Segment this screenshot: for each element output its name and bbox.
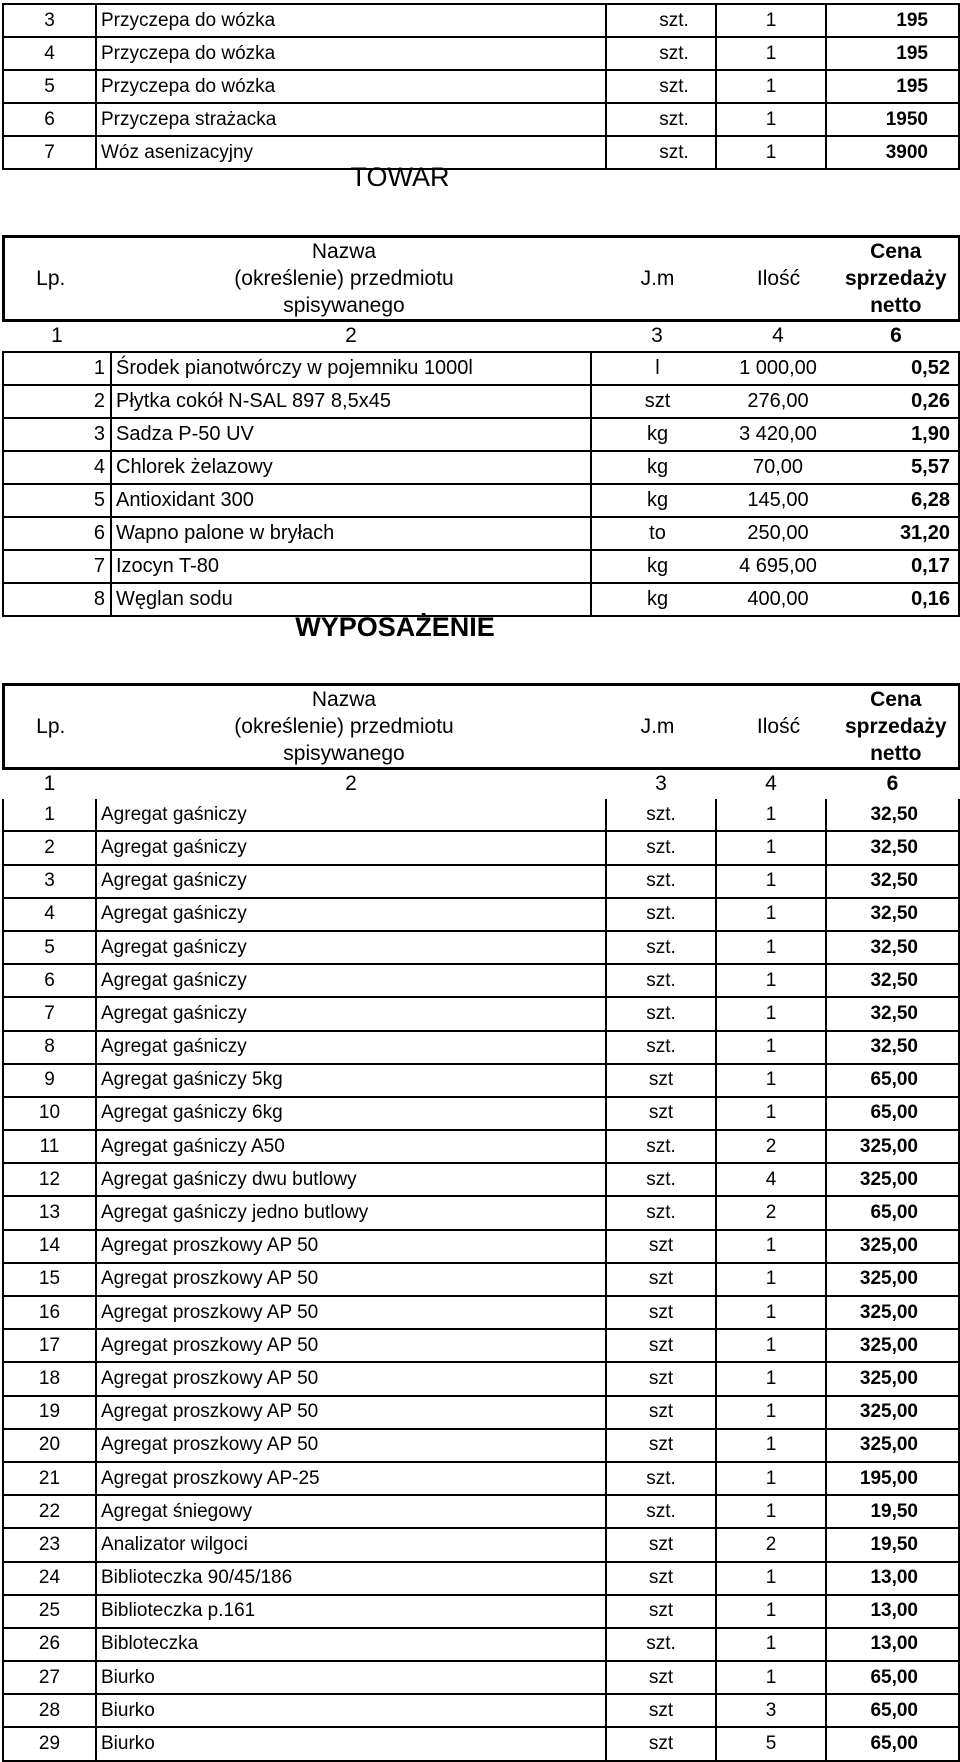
row-unit: szt	[606, 1429, 716, 1462]
row-price: 325,00	[826, 1263, 959, 1296]
table-row	[3, 1064, 959, 1097]
row-lp: 2	[3, 385, 111, 418]
row-unit: szt.	[606, 831, 716, 864]
row-name: Analizator wilgoci	[96, 1528, 606, 1561]
row-quantity: 1	[716, 103, 826, 136]
row-unit: szt.	[606, 1495, 716, 1528]
row-quantity: 1	[716, 1429, 826, 1462]
row-price: 65,00	[826, 1727, 959, 1760]
row-quantity: 4	[716, 1163, 826, 1196]
row-quantity: 1	[716, 1628, 826, 1661]
row-unit: szt.	[606, 1462, 716, 1495]
row-quantity: 400,00	[723, 583, 833, 616]
row-lp: 5	[3, 70, 96, 103]
row-name: Agregat gaśniczy	[96, 931, 606, 964]
row-name: Agregat proszkowy AP 50	[96, 1362, 606, 1395]
row-name: Agregat proszkowy AP 50	[96, 1263, 606, 1296]
table-row	[3, 1661, 959, 1694]
table-row	[3, 1329, 959, 1362]
table-row	[3, 799, 959, 831]
header-lp: Lp.	[36, 267, 66, 290]
row-lp: 8	[3, 1031, 96, 1064]
header-name: Nazwa (określenie) przedmiotu spisywanego	[234, 688, 454, 765]
table-row	[3, 451, 959, 484]
row-quantity: 145,00	[723, 484, 833, 517]
row-lp: 4	[3, 451, 111, 484]
row-quantity: 1	[716, 1097, 826, 1130]
table-row	[3, 70, 959, 103]
table-row	[3, 1362, 959, 1395]
header-price: Cena sprzedaży netto	[844, 240, 947, 317]
row-name: Agregat gaśniczy jedno butlowy	[96, 1196, 606, 1229]
top-items-table	[2, 3, 960, 170]
row-unit: szt	[606, 1329, 716, 1362]
row-lp: 4	[3, 898, 96, 931]
row-price: 6,28	[833, 484, 959, 517]
row-price: 1,90	[833, 418, 959, 451]
row-lp: 23	[3, 1528, 96, 1561]
table-row	[3, 931, 959, 964]
row-name: Bibloteczka	[96, 1628, 606, 1661]
row-unit: kg	[591, 550, 723, 583]
row-price: 325,00	[826, 1362, 959, 1395]
row-unit: szt.	[606, 103, 716, 136]
table-row	[3, 4, 959, 37]
row-lp: 6	[3, 103, 96, 136]
row-quantity: 2	[716, 1130, 826, 1163]
section-title-towar: TOWAR	[350, 162, 450, 192]
row-quantity: 1	[716, 1263, 826, 1296]
row-lp: 3	[3, 4, 96, 37]
row-unit: l	[591, 352, 723, 385]
row-quantity: 5	[716, 1727, 826, 1760]
row-unit: kg	[591, 451, 723, 484]
header-jm: J.m	[640, 267, 675, 290]
row-name: Przyczepa strażacka	[96, 103, 606, 136]
row-unit: szt.	[606, 1130, 716, 1163]
row-quantity: 1	[716, 136, 826, 169]
header-qty: Ilość	[756, 267, 801, 290]
header-lp: Lp.	[36, 715, 66, 738]
row-price: 195	[826, 70, 959, 103]
row-quantity: 1	[716, 1462, 826, 1495]
row-unit: szt	[606, 1230, 716, 1263]
row-quantity: 1	[716, 1595, 826, 1628]
row-name: Agregat proszkowy AP 50	[96, 1429, 606, 1462]
section-title-wyposazenie: WYPOSAŻENIE	[295, 612, 495, 642]
table-row	[3, 1694, 959, 1727]
row-quantity: 1	[716, 1396, 826, 1429]
row-unit: szt	[606, 1661, 716, 1694]
row-quantity: 1	[716, 898, 826, 931]
row-unit: szt	[606, 1694, 716, 1727]
row-lp: 15	[3, 1263, 96, 1296]
row-price: 195	[826, 4, 959, 37]
row-name: Chlorek żelazowy	[111, 451, 591, 484]
row-price: 325,00	[826, 1230, 959, 1263]
row-quantity: 1	[716, 831, 826, 864]
header-qty: Ilość	[756, 715, 801, 738]
row-name: Wapno palone w bryłach	[111, 517, 591, 550]
row-name: Agregat proszkowy AP 50	[96, 1296, 606, 1329]
row-price: 32,50	[826, 831, 959, 864]
row-unit: szt	[606, 1528, 716, 1561]
row-lp: 5	[3, 484, 111, 517]
row-name: Wóz asenizacyjny	[96, 136, 606, 169]
table-row	[3, 484, 959, 517]
row-price: 0,16	[833, 583, 959, 616]
row-price: 325,00	[826, 1163, 959, 1196]
header-name: Nazwa (określenie) przedmiotu spisywanego	[234, 240, 454, 317]
row-unit: szt.	[606, 4, 716, 37]
row-lp: 25	[3, 1595, 96, 1628]
row-quantity: 1	[716, 997, 826, 1030]
row-lp: 13	[3, 1196, 96, 1229]
table-row	[3, 1528, 959, 1561]
row-unit: szt	[606, 1263, 716, 1296]
table-row	[3, 136, 959, 169]
row-quantity: 1	[716, 1031, 826, 1064]
row-name: Biurko	[96, 1661, 606, 1694]
row-price: 13,00	[826, 1595, 959, 1628]
row-unit: kg	[591, 583, 723, 616]
row-unit: szt.	[606, 964, 716, 997]
row-unit: szt	[606, 1097, 716, 1130]
row-name: Agregat gaśniczy A50	[96, 1130, 606, 1163]
row-name: Biurko	[96, 1727, 606, 1760]
row-unit: szt	[606, 1727, 716, 1760]
row-price: 13,00	[826, 1628, 959, 1661]
row-quantity: 1	[716, 1661, 826, 1694]
row-lp: 10	[3, 1097, 96, 1130]
row-name: Przyczepa do wózka	[96, 70, 606, 103]
row-unit: szt	[606, 1562, 716, 1595]
table-row	[3, 1163, 959, 1196]
row-unit: szt.	[606, 37, 716, 70]
row-price: 65,00	[826, 1064, 959, 1097]
row-price: 0,52	[833, 352, 959, 385]
row-name: Środek pianotwórczy w pojemniku 1000l	[111, 352, 591, 385]
row-name: Agregat proszkowy AP 50	[96, 1230, 606, 1263]
row-lp: 3	[3, 865, 96, 898]
row-name: Przyczepa do wózka	[96, 37, 606, 70]
row-price: 325,00	[826, 1429, 959, 1462]
table-row	[3, 1097, 959, 1130]
row-price: 325,00	[826, 1329, 959, 1362]
row-price: 65,00	[826, 1694, 959, 1727]
row-name: Węglan sodu	[111, 583, 591, 616]
row-lp: 1	[3, 799, 96, 831]
table-row	[3, 1196, 959, 1229]
row-price: 32,50	[826, 898, 959, 931]
table-row	[3, 964, 959, 997]
row-lp: 7	[3, 136, 96, 169]
row-unit: szt	[606, 1296, 716, 1329]
table-row	[3, 550, 959, 583]
row-lp: 20	[3, 1429, 96, 1462]
table-row	[3, 865, 959, 898]
row-quantity: 1	[716, 964, 826, 997]
table-row	[3, 37, 959, 70]
row-name: Agregat gaśniczy	[96, 799, 606, 831]
row-name: Izocyn T-80	[111, 550, 591, 583]
row-name: Przyczepa do wózka	[96, 4, 606, 37]
towar-header	[2, 235, 960, 322]
row-quantity: 1	[716, 1230, 826, 1263]
row-name: Agregat gaśniczy	[96, 1031, 606, 1064]
row-quantity: 1	[716, 4, 826, 37]
table-row	[3, 103, 959, 136]
column-number-row: 1 2 3 4 6	[43, 771, 899, 795]
table-row	[3, 1595, 959, 1628]
table-row	[3, 1628, 959, 1661]
row-quantity: 250,00	[723, 517, 833, 550]
row-lp: 27	[3, 1661, 96, 1694]
wyposazenie-header	[2, 683, 960, 770]
row-lp: 26	[3, 1628, 96, 1661]
row-unit: szt.	[606, 997, 716, 1030]
table-row	[3, 1495, 959, 1528]
row-lp: 3	[3, 418, 111, 451]
row-unit: szt.	[606, 799, 716, 831]
row-quantity: 3 420,00	[723, 418, 833, 451]
row-unit: szt	[606, 1362, 716, 1395]
row-name: Agregat gaśniczy	[96, 997, 606, 1030]
row-price: 31,20	[833, 517, 959, 550]
row-price: 1950	[826, 103, 959, 136]
row-price: 325,00	[826, 1396, 959, 1429]
row-price: 195,00	[826, 1462, 959, 1495]
row-price: 19,50	[826, 1528, 959, 1561]
table-row	[3, 1462, 959, 1495]
row-lp: 16	[3, 1296, 96, 1329]
row-price: 19,50	[826, 1495, 959, 1528]
table-row	[3, 1296, 959, 1329]
row-lp: 22	[3, 1495, 96, 1528]
table-row	[3, 517, 959, 550]
row-lp: 7	[3, 550, 111, 583]
row-name: Antioxidant 300	[111, 484, 591, 517]
row-name: Biurko	[96, 1694, 606, 1727]
row-unit: to	[591, 517, 723, 550]
table-row	[3, 1230, 959, 1263]
row-quantity: 1	[716, 1562, 826, 1595]
row-lp: 6	[3, 517, 111, 550]
row-lp: 6	[3, 964, 96, 997]
row-quantity: 1 000,00	[723, 352, 833, 385]
row-unit: szt	[606, 1064, 716, 1097]
table-row	[3, 997, 959, 1030]
row-lp: 7	[3, 997, 96, 1030]
row-name: Agregat gaśniczy dwu butlowy	[96, 1163, 606, 1196]
row-name: Biblioteczka p.161	[96, 1595, 606, 1628]
row-name: Agregat gaśniczy	[96, 898, 606, 931]
header-price: Cena sprzedaży netto	[844, 688, 947, 765]
towar-table	[2, 320, 960, 617]
row-quantity: 1	[716, 799, 826, 831]
header-jm: J.m	[640, 715, 675, 738]
row-name: Agregat gaśniczy	[96, 964, 606, 997]
row-unit: szt.	[606, 1196, 716, 1229]
row-quantity: 1	[716, 1329, 826, 1362]
row-name: Agregat gaśniczy 5kg	[96, 1064, 606, 1097]
wyposazenie-table	[2, 768, 960, 1762]
row-price: 0,26	[833, 385, 959, 418]
row-unit: szt	[606, 1595, 716, 1628]
row-quantity: 1	[716, 1064, 826, 1097]
row-lp: 29	[3, 1727, 96, 1760]
row-unit: szt.	[606, 136, 716, 169]
table-row	[3, 831, 959, 864]
table-row	[3, 1562, 959, 1595]
row-lp: 24	[3, 1562, 96, 1595]
row-price: 5,57	[833, 451, 959, 484]
row-quantity: 1	[716, 1296, 826, 1329]
row-lp: 2	[3, 831, 96, 864]
row-price: 325,00	[826, 1130, 959, 1163]
table-row	[3, 352, 959, 385]
row-lp: 21	[3, 1462, 96, 1495]
row-name: Płytka cokół N-SAL 897 8,5x45	[111, 385, 591, 418]
row-quantity: 4 695,00	[723, 550, 833, 583]
row-unit: szt.	[606, 1163, 716, 1196]
row-unit: szt.	[606, 1031, 716, 1064]
row-quantity: 2	[716, 1196, 826, 1229]
table-row	[3, 1727, 959, 1760]
row-name: Agregat gaśniczy 6kg	[96, 1097, 606, 1130]
row-unit: szt	[591, 385, 723, 418]
row-price: 32,50	[826, 799, 959, 831]
row-name: Agregat gaśniczy	[96, 831, 606, 864]
row-lp: 19	[3, 1396, 96, 1429]
row-quantity: 2	[716, 1528, 826, 1561]
row-unit: szt.	[606, 931, 716, 964]
row-unit: kg	[591, 484, 723, 517]
row-lp: 18	[3, 1362, 96, 1395]
row-lp: 14	[3, 1230, 96, 1263]
row-lp: 17	[3, 1329, 96, 1362]
row-price: 32,50	[826, 865, 959, 898]
row-price: 3900	[826, 136, 959, 169]
row-unit: szt.	[606, 70, 716, 103]
row-price: 65,00	[826, 1097, 959, 1130]
row-unit: szt.	[606, 898, 716, 931]
row-quantity: 1	[716, 1495, 826, 1528]
table-row	[3, 1031, 959, 1064]
row-quantity: 1	[716, 1362, 826, 1395]
row-unit: szt.	[606, 865, 716, 898]
row-price: 32,50	[826, 997, 959, 1030]
row-unit: szt.	[606, 1628, 716, 1661]
row-quantity: 70,00	[723, 451, 833, 484]
table-row	[3, 418, 959, 451]
row-lp: 11	[3, 1130, 96, 1163]
row-lp: 4	[3, 37, 96, 70]
row-lp: 8	[3, 583, 111, 616]
table-row	[3, 1263, 959, 1296]
table-row	[3, 1130, 959, 1163]
table-row	[3, 1396, 959, 1429]
row-price: 325,00	[826, 1296, 959, 1329]
row-quantity: 1	[716, 37, 826, 70]
row-quantity: 276,00	[723, 385, 833, 418]
row-quantity: 3	[716, 1694, 826, 1727]
row-lp: 28	[3, 1694, 96, 1727]
row-name: Agregat śniegowy	[96, 1495, 606, 1528]
row-price: 32,50	[826, 931, 959, 964]
row-price: 195	[826, 37, 959, 70]
row-name: Agregat proszkowy AP 50	[96, 1329, 606, 1362]
row-lp: 12	[3, 1163, 96, 1196]
row-name: Agregat gaśniczy	[96, 865, 606, 898]
row-lp: 5	[3, 931, 96, 964]
row-quantity: 1	[716, 931, 826, 964]
row-name: Agregat proszkowy AP 50	[96, 1396, 606, 1429]
column-number-row: 1 2 3 4 6	[3, 320, 959, 352]
row-unit: kg	[591, 418, 723, 451]
table-row	[3, 898, 959, 931]
row-name: Biblioteczka 90/45/186	[96, 1562, 606, 1595]
table-row	[3, 385, 959, 418]
row-price: 32,50	[826, 1031, 959, 1064]
row-price: 65,00	[826, 1196, 959, 1229]
row-quantity: 1	[716, 70, 826, 103]
row-lp: 9	[3, 1064, 96, 1097]
row-name: Sadza P-50 UV	[111, 418, 591, 451]
row-price: 65,00	[826, 1661, 959, 1694]
row-price: 32,50	[826, 964, 959, 997]
row-price: 0,17	[833, 550, 959, 583]
table-row	[3, 1429, 959, 1462]
row-name: Agregat proszkowy AP-25	[96, 1462, 606, 1495]
row-lp: 1	[3, 352, 111, 385]
row-unit: szt	[606, 1396, 716, 1429]
row-quantity: 1	[716, 865, 826, 898]
row-price: 13,00	[826, 1562, 959, 1595]
